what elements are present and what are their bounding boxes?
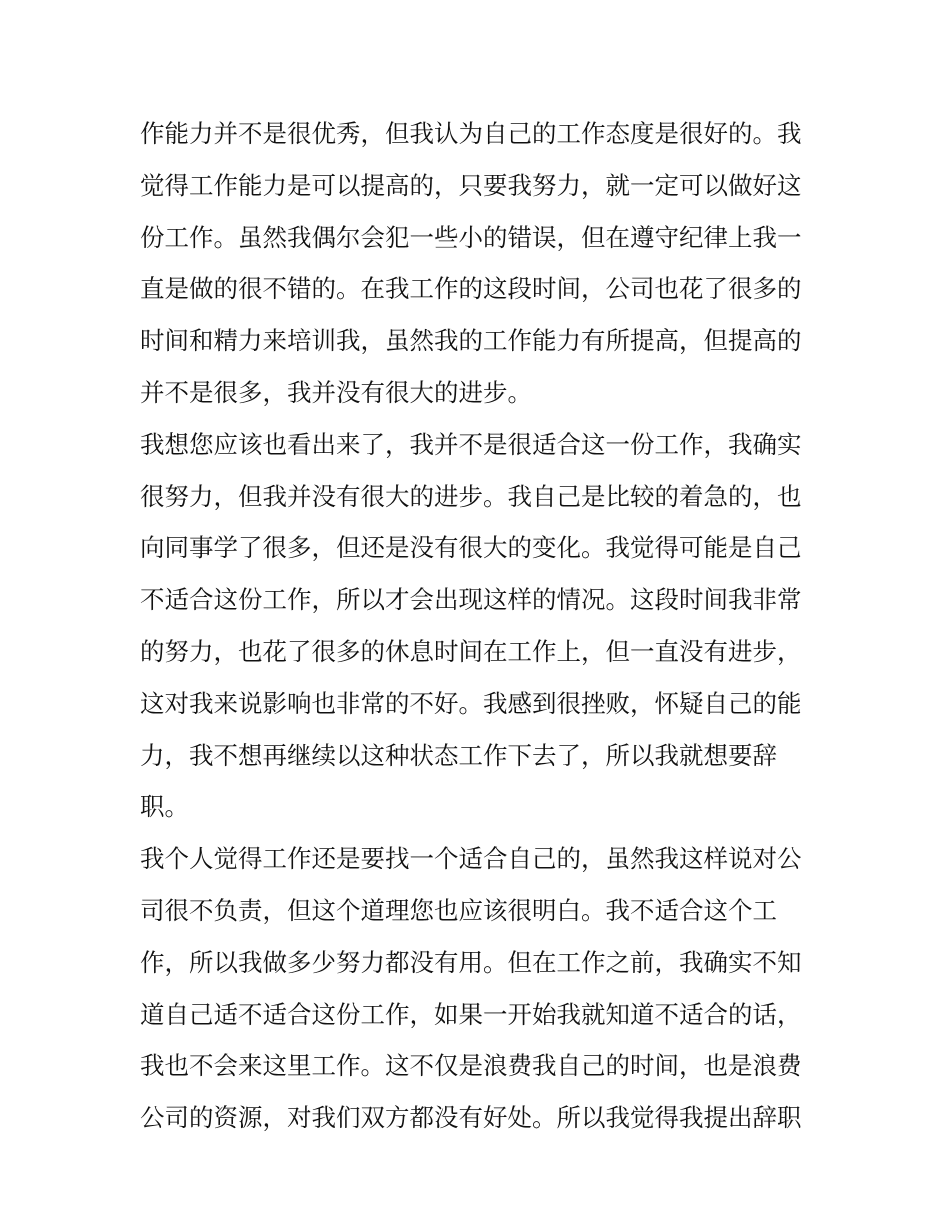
text-line: 道自己适不适合这份工作，如果一开始我就知道不适合的话， (140, 999, 802, 1029)
text-line: 我也不会来这里工作。这不仅是浪费我自己的时间，也是浪费 (140, 1051, 802, 1081)
text-line: 作，所以我做多少努力都没有用。但在工作之前，我确实不知 (140, 947, 802, 977)
text-line: 力，我不想再继续以这种状态工作下去了，所以我就想要辞 (140, 740, 777, 770)
text-line: 并不是很多，我并没有很大的进步。 (140, 377, 532, 407)
text-line: 觉得工作能力是可以提高的，只要我努力，就一定可以做好这 (140, 170, 802, 200)
text-line: 我个人觉得工作还是要找一个适合自己的，虽然我这样说对公 (140, 844, 802, 874)
text-line: 份工作。虽然我偶尔会犯一些小的错误，但在遵守纪律上我一 (140, 222, 802, 252)
text-line: 很努力，但我并没有很大的进步。我自己是比较的着急的，也 (140, 481, 802, 511)
text-line: 直是做的很不错的。在我工作的这段时间，公司也花了很多的 (140, 274, 802, 304)
text-line: 向同事学了很多，但还是没有很大的变化。我觉得可能是自己 (140, 533, 802, 563)
text-line: 的努力，也花了很多的休息时间在工作上，但一直没有进步， (140, 636, 802, 666)
body-text (140, 108, 820, 1144)
text-line: 公司的资源，对我们双方都没有好处。所以我觉得我提出辞职 (140, 1103, 802, 1133)
text-line: 这对我来说影响也非常的不好。我感到很挫败，怀疑自己的能 (140, 688, 802, 718)
text-line: 职。 (140, 792, 189, 822)
text-line: 司很不负责，但这个道理您也应该很明白。我不适合这个工 (140, 895, 777, 925)
text-line: 时间和精力来培训我，虽然我的工作能力有所提高，但提高的 (140, 326, 802, 356)
text-line: 我想您应该也看出来了，我并不是很适合这一份工作，我确实 (140, 429, 802, 459)
text-line: 不适合这份工作，所以才会出现这样的情况。这段时间我非常 (140, 585, 802, 615)
text-line: 作能力并不是很优秀，但我认为自己的工作态度是很好的。我 (140, 119, 802, 148)
